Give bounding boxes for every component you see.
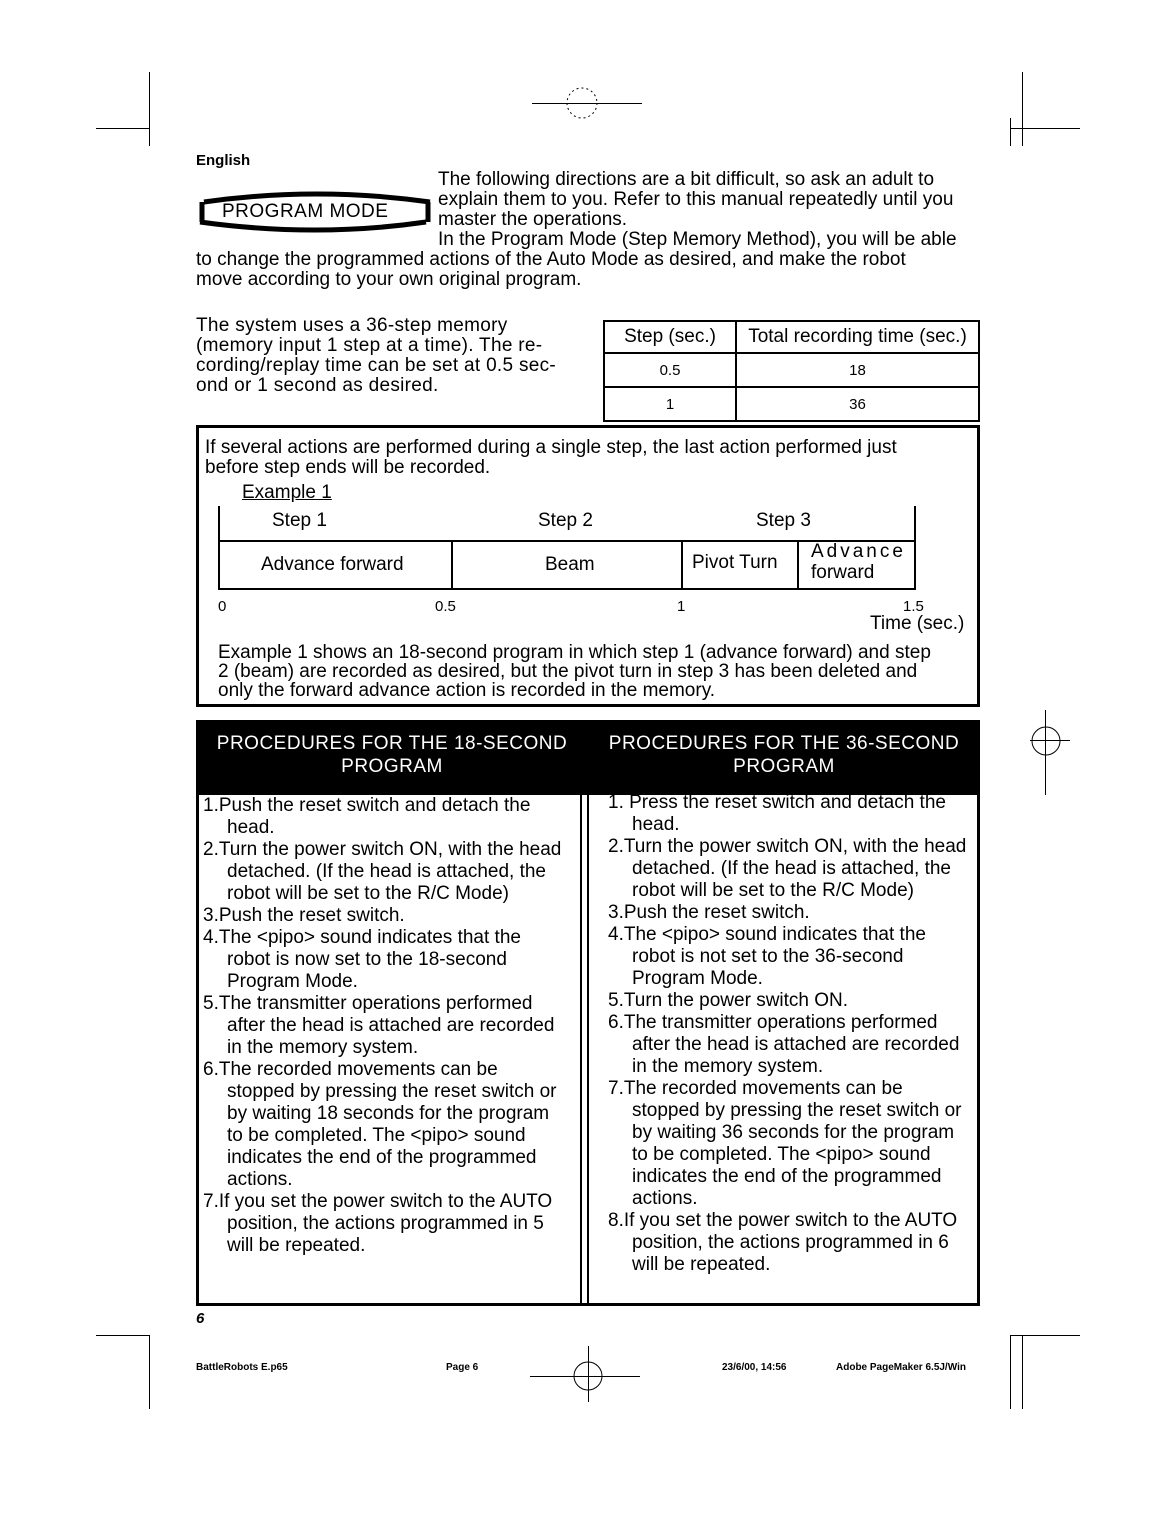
time-axis-label: Time (sec.) — [870, 613, 965, 634]
step-2-label: Step 2 — [538, 510, 593, 531]
step-time-table — [603, 320, 980, 422]
example-title: Example 1 — [242, 482, 332, 503]
language-label: English — [196, 152, 251, 169]
registration-mark-top — [560, 86, 616, 122]
procedures-36-title: PROCEDURES FOR THE 36-SECOND PROGRAM — [608, 733, 960, 777]
cell-advance-forward: Advance forward — [261, 554, 404, 575]
example-intro-line: If several actions are performed during a single step, the last action performed just — [205, 437, 897, 458]
list-item: 4.The <pipo> sound indicates that the robot is not set to the 36-second Program Mode. — [608, 924, 926, 989]
registration-mark-bottom — [570, 1360, 610, 1396]
timeline-right-bracket — [914, 506, 916, 542]
program-mode-title: PROGRAM MODE — [222, 201, 389, 222]
list-item: 7.If you set the power switch to the AUTO position, the actions programmed in 5 will be repeated. — [203, 1191, 553, 1256]
cell-advance: Advance — [811, 541, 906, 562]
program-mode-badge — [198, 188, 432, 236]
list-item: 6.The recorded movements can be stopped by pressing the reset switch or by waiting 18 seconds for the program to be completed. The <pipo> sound indicates the end of the programmed actions. — [203, 1059, 557, 1190]
procedures-18-title: PROCEDURES FOR THE 18-SECOND PROGRAM — [216, 733, 568, 777]
example-description — [218, 643, 978, 700]
timeline-divider — [797, 540, 799, 590]
list-item: 1.Push the reset switch and detach the head. — [203, 795, 531, 838]
tick-label: 1 — [677, 598, 686, 615]
table-cell: 0.5 — [604, 353, 736, 387]
procedures-header — [196, 720, 980, 795]
list-item: 2.Turn the power switch ON, with the head detached. (If the head is attached, the robot will be set to the R/C Mode) — [203, 839, 562, 904]
memory-line: The system uses a 36-step memory — [196, 315, 508, 336]
tick-label: 1.5 — [903, 598, 924, 615]
example-desc-line: Example 1 shows an 18-second program in which step 1 (advance forward) and step — [218, 642, 931, 663]
intro-line: The following directions are a bit difficult, so ask an adult to — [438, 169, 935, 190]
list-item: 3.Push the reset switch. — [608, 902, 810, 923]
intro-line: to change the programmed actions of the Auto Mode as desired, and make the robot — [196, 249, 906, 270]
footer-page: Page 6 — [446, 1362, 479, 1373]
memory-description — [196, 316, 576, 396]
table-row — [604, 387, 979, 421]
table-row — [604, 353, 979, 387]
tick-label: 0.5 — [435, 598, 456, 615]
example-desc-line: only the forward advance action is recorded in the memory. — [218, 680, 716, 701]
list-item: 2.Turn the power switch ON, with the head detached. (If the head is attached, the robot will be set to the R/C Mode) — [608, 836, 967, 901]
list-item: 5.Turn the power switch ON. — [608, 990, 849, 1011]
intro-full-text — [196, 230, 980, 290]
tick-label: 0 — [218, 598, 227, 615]
footer-filename: BattleRobots E.p65 — [196, 1362, 288, 1373]
example-desc-line: 2 (beam) are recorded as desired, but the pivot turn in step 3 has been deleted and — [218, 661, 918, 682]
table-header-step: Step (sec.) — [604, 321, 736, 353]
procedures-18-list — [203, 795, 565, 1257]
page-number: 6 — [196, 1310, 205, 1327]
timeline-left-bracket — [218, 506, 220, 542]
footer-date: 23/6/00, 14:56 — [722, 1362, 787, 1373]
list-item: 7.The recorded movements can be stopped by pressing the reset switch or by waiting 36 seconds for the program to be completed. The <pipo> sound indicates the end of the programmed actions. — [608, 1078, 962, 1209]
example-intro-line: before step ends will be recorded. — [205, 457, 491, 478]
list-item: 6.The transmitter operations performed after the head is attached are recorded in the memory system. — [608, 1012, 960, 1077]
table-cell: 1 — [604, 387, 736, 421]
list-item: 5.The transmitter operations performed after the head is attached are recorded in the memory system. — [203, 993, 555, 1058]
list-item: 1. Press the reset switch and detach the head. — [608, 792, 946, 835]
memory-line: (memory input 1 step at a time). The re- — [196, 335, 543, 356]
table-cell: 36 — [736, 387, 979, 421]
list-item: 4.The <pipo> sound indicates that the robot is now set to the 18-second Program Mode. — [203, 927, 521, 992]
intro-line: explain them to you. Refer to this manual repeatedly until you — [438, 189, 954, 210]
cell-pivot-turn: Pivot Turn — [692, 552, 778, 573]
cell-forward: forward — [811, 562, 875, 583]
step-1-label: Step 1 — [272, 510, 327, 531]
intro-line: In the Program Mode (Step Memory Method), you will be able — [438, 229, 957, 250]
table-cell: 18 — [736, 353, 979, 387]
intro-line: move according to your own original program. — [196, 269, 582, 290]
list-item: 3.Push the reset switch. — [203, 905, 405, 926]
column-divider — [587, 795, 589, 1306]
memory-line: ond or 1 second as desired. — [196, 375, 439, 396]
column-divider — [580, 795, 582, 1306]
cell-beam: Beam — [545, 554, 595, 575]
timeline-divider — [451, 540, 453, 590]
example-intro — [205, 438, 975, 478]
timeline-divider — [681, 540, 683, 590]
footer-app: Adobe PageMaker 6.5J/Win — [836, 1362, 966, 1373]
registration-mark-right — [1030, 725, 1070, 761]
memory-line: cording/replay time can be set at 0.5 sec- — [196, 355, 557, 376]
step-3-label: Step 3 — [756, 510, 811, 531]
procedures-36-list — [608, 792, 970, 1276]
table-header-row — [604, 321, 979, 353]
intro-line: master the operations. — [438, 209, 628, 230]
table-header-total: Total recording time (sec.) — [736, 321, 979, 353]
list-item: 8.If you set the power switch to the AUTO position, the actions programmed in 6 will be repeated. — [608, 1210, 958, 1275]
intro-right-text — [438, 170, 980, 230]
